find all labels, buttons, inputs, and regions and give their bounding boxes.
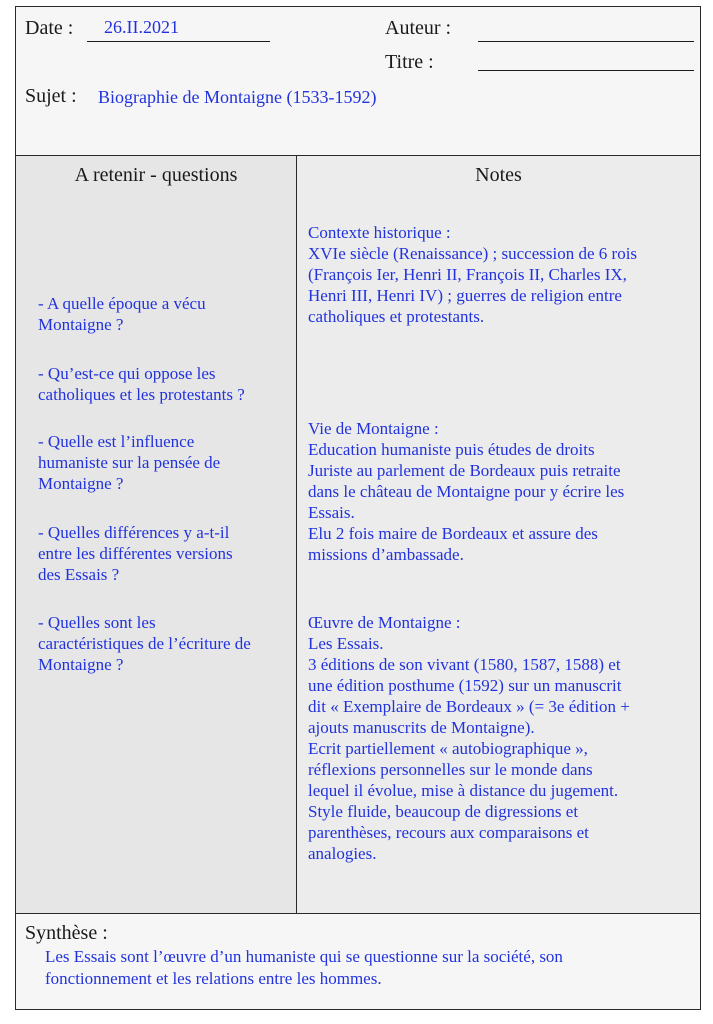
cornell-notes-sheet: [15, 6, 701, 1010]
questions-column: [16, 156, 297, 913]
header-section: [16, 7, 700, 156]
question-item: - A quelle époque a vécu Montaigne ?: [38, 294, 206, 334]
synthesis-text: Les Essais sont l’œuvre d’un humaniste qui se questionne sur la société, son fonctionnement et les relations entre les hommes.: [45, 947, 563, 988]
title-label: Titre :: [385, 51, 434, 73]
question-item: - Quelles différences y a-t-il entre les différentes versions des Essais ?: [38, 523, 233, 584]
subject-value: Biographie de Montaigne (1533-1592): [98, 87, 377, 107]
note-block-context: Contexte historique : XVIe siècle (Renaissance) ; succession de 6 rois (François Ier, Henri II, François II, Charles IX, Henri III, Henri IV) ; guerres de religion entre catholiques et protestants.: [308, 223, 638, 326]
synthesis-section: [16, 913, 700, 1009]
date-underline: [87, 41, 270, 42]
date-value: 26.II.2021: [104, 17, 179, 37]
question-item: - Quelle est l’influence humaniste sur la pensée de Montaigne ?: [38, 432, 221, 493]
author-label: Auteur :: [385, 17, 452, 39]
notes-column: [297, 156, 700, 913]
note-block-work: Œuvre de Montaigne : Les Essais. 3 éditions de son vivant (1580, 1587, 1588) et une édition posthume (1592) sur un manuscrit dit « Exemplaire de Bordeaux » (= 3e édition + ajouts manuscrits de Montaigne). Ecrit partiellement « autobiographique », réflexions personnelles sur le monde dans lequel il évolue, mise à distance du jugement. Style fluide, beaucoup de digressions et parenthèses, recours aux comparaisons et analogies.: [308, 613, 630, 863]
note-block-life: Vie de Montaigne : Education humaniste puis études de droits Juriste au parlement de Bordeaux puis retraite dans le château de Montaigne pour y écrire les Essais. Elu 2 fois maire de Bordeaux et assure des missions d’ambassade.: [308, 419, 625, 564]
author-field[interactable]: [478, 41, 694, 42]
date-label: Date :: [25, 17, 74, 39]
notes-columns: [16, 156, 700, 913]
notes-heading: Notes: [475, 164, 522, 186]
synthesis-label: Synthèse :: [25, 922, 108, 944]
subject-label: Sujet :: [25, 85, 77, 107]
questions-heading: A retenir - questions: [74, 164, 238, 186]
question-item: - Qu’est-ce qui oppose les catholiques et les protestants ?: [38, 364, 245, 404]
question-item: - Quelles sont les caractéristiques de l’écriture de Montaigne ?: [38, 613, 251, 674]
title-field[interactable]: [478, 70, 694, 71]
